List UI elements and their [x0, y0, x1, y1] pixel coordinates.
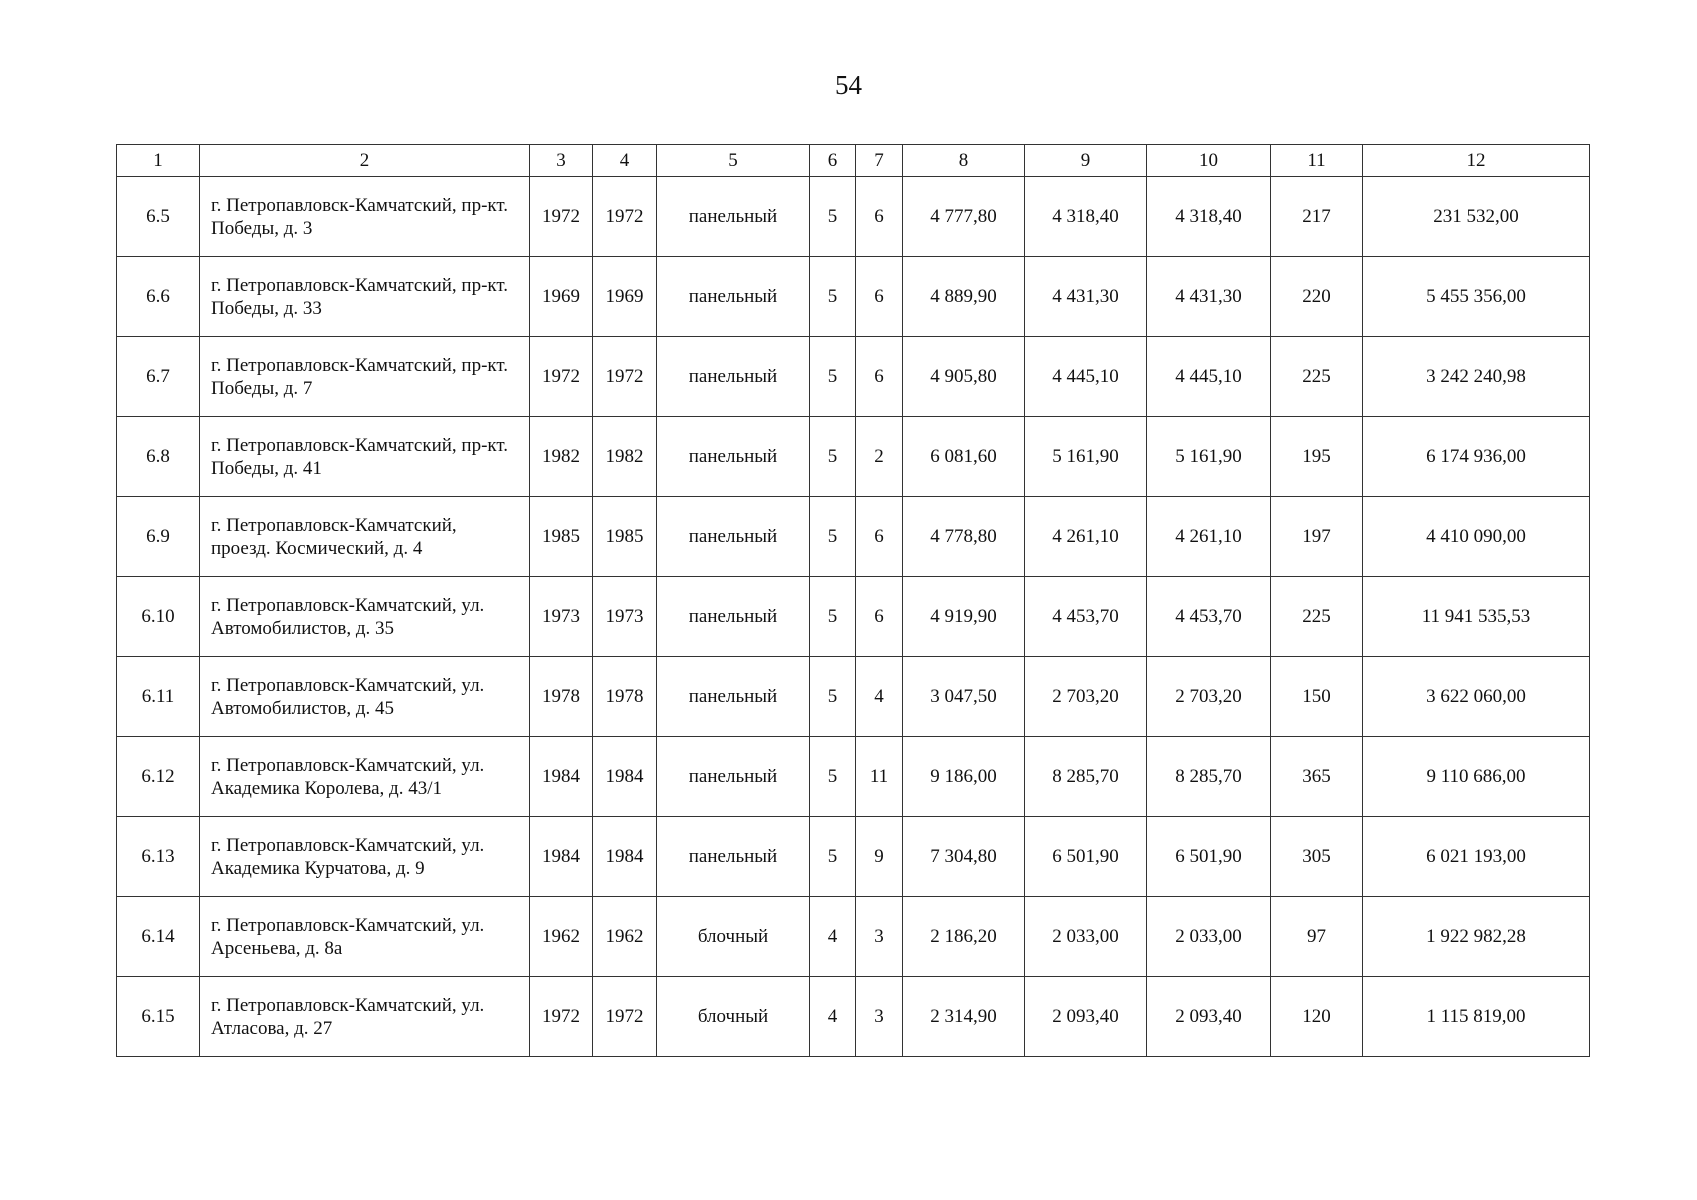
column-header-1: 1	[117, 145, 200, 177]
table-body	[117, 177, 1590, 1057]
table-cell-col-4: 1982	[593, 417, 657, 497]
table-row	[117, 257, 1590, 337]
table-cell-col-7: 6	[856, 497, 903, 577]
table-cell-col-7: 6	[856, 177, 903, 257]
table-cell-col-5: панельный	[657, 657, 810, 737]
table-cell-col-10: 2 703,20	[1147, 657, 1271, 737]
table-cell-col-3: 1962	[530, 897, 593, 977]
address-cell: г. Петропавловск-Камчатский, ул. Автомобилистов, д. 45	[200, 657, 530, 737]
table-cell-col-9: 4 445,10	[1025, 337, 1147, 417]
table-cell-col-12: 6 021 193,00	[1363, 817, 1590, 897]
table-cell-col-9: 8 285,70	[1025, 737, 1147, 817]
table-cell-col-4: 1985	[593, 497, 657, 577]
column-header-5: 5	[657, 145, 810, 177]
table-cell-col-6: 4	[810, 977, 856, 1057]
table-cell-col-10: 4 431,30	[1147, 257, 1271, 337]
column-header-3: 3	[530, 145, 593, 177]
address-cell: г. Петропавловск-Камчатский, пр-кт. Победы, д. 33	[200, 257, 530, 337]
table-cell-col-6: 5	[810, 817, 856, 897]
table-cell-col-3: 1972	[530, 337, 593, 417]
table-cell-col-1: 6.13	[117, 817, 200, 897]
table-cell-col-1: 6.10	[117, 577, 200, 657]
table-cell-col-10: 4 445,10	[1147, 337, 1271, 417]
table-cell-col-11: 365	[1271, 737, 1363, 817]
table-cell-col-3: 1984	[530, 737, 593, 817]
table-row	[117, 177, 1590, 257]
table-cell-col-6: 5	[810, 177, 856, 257]
table-cell-col-3: 1984	[530, 817, 593, 897]
table-cell-col-4: 1984	[593, 817, 657, 897]
table-cell-col-9: 2 093,40	[1025, 977, 1147, 1057]
table-row	[117, 417, 1590, 497]
table-cell-col-10: 4 318,40	[1147, 177, 1271, 257]
address-cell: г. Петропавловск-Камчатский, пр-кт. Победы, д. 3	[200, 177, 530, 257]
table-cell-col-8: 2 314,90	[903, 977, 1025, 1057]
table-cell-col-4: 1972	[593, 337, 657, 417]
table-cell-col-8: 3 047,50	[903, 657, 1025, 737]
table-cell-col-10: 2 093,40	[1147, 977, 1271, 1057]
table-cell-col-3: 1978	[530, 657, 593, 737]
table-cell-col-10: 4 453,70	[1147, 577, 1271, 657]
table-cell-col-12: 231 532,00	[1363, 177, 1590, 257]
table-cell-col-1: 6.8	[117, 417, 200, 497]
table-cell-col-3: 1973	[530, 577, 593, 657]
table-cell-col-6: 5	[810, 257, 856, 337]
table-row	[117, 817, 1590, 897]
table-cell-col-5: блочный	[657, 897, 810, 977]
table-cell-col-9: 4 261,10	[1025, 497, 1147, 577]
table-cell-col-8: 2 186,20	[903, 897, 1025, 977]
table-cell-col-9: 6 501,90	[1025, 817, 1147, 897]
table-cell-col-9: 2 033,00	[1025, 897, 1147, 977]
table-cell-col-9: 4 431,30	[1025, 257, 1147, 337]
table-cell-col-5: панельный	[657, 417, 810, 497]
table-cell-col-1: 6.12	[117, 737, 200, 817]
table-cell-col-4: 1973	[593, 577, 657, 657]
table-cell-col-5: панельный	[657, 817, 810, 897]
table-cell-col-6: 5	[810, 417, 856, 497]
table-cell-col-4: 1984	[593, 737, 657, 817]
table-cell-col-12: 4 410 090,00	[1363, 497, 1590, 577]
table-cell-col-5: панельный	[657, 337, 810, 417]
table-cell-col-4: 1972	[593, 977, 657, 1057]
table-cell-col-3: 1972	[530, 177, 593, 257]
table-cell-col-8: 9 186,00	[903, 737, 1025, 817]
table-cell-col-5: панельный	[657, 737, 810, 817]
address-cell: г. Петропавловск-Камчатский, проезд. Космический, д. 4	[200, 497, 530, 577]
table-cell-col-1: 6.9	[117, 497, 200, 577]
table-cell-col-6: 5	[810, 657, 856, 737]
table-cell-col-7: 6	[856, 257, 903, 337]
header-row	[117, 145, 1590, 177]
table-cell-col-12: 1 115 819,00	[1363, 977, 1590, 1057]
address-cell: г. Петропавловск-Камчатский, ул. Академика Королева, д. 43/1	[200, 737, 530, 817]
table-cell-col-5: панельный	[657, 177, 810, 257]
table-row	[117, 897, 1590, 977]
table-cell-col-10: 2 033,00	[1147, 897, 1271, 977]
table-cell-col-5: блочный	[657, 977, 810, 1057]
table-cell-col-5: панельный	[657, 497, 810, 577]
table-cell-col-12: 3 622 060,00	[1363, 657, 1590, 737]
table-cell-col-11: 150	[1271, 657, 1363, 737]
table-cell-col-7: 3	[856, 897, 903, 977]
table-cell-col-4: 1972	[593, 177, 657, 257]
table-cell-col-11: 220	[1271, 257, 1363, 337]
table-cell-col-3: 1985	[530, 497, 593, 577]
address-cell: г. Петропавловск-Камчатский, ул. Автомобилистов, д. 35	[200, 577, 530, 657]
housing-registry-table	[116, 144, 1590, 1057]
column-header-8: 8	[903, 145, 1025, 177]
table-row	[117, 657, 1590, 737]
column-header-6: 6	[810, 145, 856, 177]
table-cell-col-7: 4	[856, 657, 903, 737]
table-cell-col-11: 195	[1271, 417, 1363, 497]
table-cell-col-12: 6 174 936,00	[1363, 417, 1590, 497]
table-cell-col-9: 4 318,40	[1025, 177, 1147, 257]
table-cell-col-8: 7 304,80	[903, 817, 1025, 897]
table-cell-col-7: 9	[856, 817, 903, 897]
table-cell-col-1: 6.15	[117, 977, 200, 1057]
table-cell-col-7: 6	[856, 337, 903, 417]
table-cell-col-9: 5 161,90	[1025, 417, 1147, 497]
table-cell-col-10: 4 261,10	[1147, 497, 1271, 577]
table-cell-col-12: 1 922 982,28	[1363, 897, 1590, 977]
table-cell-col-11: 120	[1271, 977, 1363, 1057]
table-cell-col-7: 6	[856, 577, 903, 657]
table-cell-col-10: 8 285,70	[1147, 737, 1271, 817]
table-cell-col-10: 5 161,90	[1147, 417, 1271, 497]
table-cell-col-11: 197	[1271, 497, 1363, 577]
table-cell-col-7: 2	[856, 417, 903, 497]
column-header-2: 2	[200, 145, 530, 177]
table-row	[117, 497, 1590, 577]
table-cell-col-1: 6.11	[117, 657, 200, 737]
page-number: 54	[835, 70, 862, 100]
table-cell-col-3: 1969	[530, 257, 593, 337]
table-cell-col-12: 5 455 356,00	[1363, 257, 1590, 337]
table-cell-col-10: 6 501,90	[1147, 817, 1271, 897]
address-cell: г. Петропавловск-Камчатский, ул. Академика Курчатова, д. 9	[200, 817, 530, 897]
table-cell-col-6: 5	[810, 577, 856, 657]
table-cell-col-6: 5	[810, 497, 856, 577]
table-cell-col-8: 4 778,80	[903, 497, 1025, 577]
column-header-9: 9	[1025, 145, 1147, 177]
table-row	[117, 977, 1590, 1057]
table-cell-col-12: 11 941 535,53	[1363, 577, 1590, 657]
column-header-11: 11	[1271, 145, 1363, 177]
column-header-12: 12	[1363, 145, 1590, 177]
table-cell-col-3: 1972	[530, 977, 593, 1057]
table-cell-col-11: 225	[1271, 337, 1363, 417]
table-cell-col-8: 4 905,80	[903, 337, 1025, 417]
table-cell-col-12: 3 242 240,98	[1363, 337, 1590, 417]
address-cell: г. Петропавловск-Камчатский, ул. Арсеньева, д. 8а	[200, 897, 530, 977]
table-cell-col-3: 1982	[530, 417, 593, 497]
table-cell-col-8: 4 777,80	[903, 177, 1025, 257]
table-cell-col-5: панельный	[657, 257, 810, 337]
table-cell-col-11: 225	[1271, 577, 1363, 657]
table-cell-col-8: 4 919,90	[903, 577, 1025, 657]
table-row	[117, 737, 1590, 817]
column-header-10: 10	[1147, 145, 1271, 177]
table-cell-col-12: 9 110 686,00	[1363, 737, 1590, 817]
table-row	[117, 337, 1590, 417]
table-cell-col-6: 4	[810, 897, 856, 977]
table-cell-col-4: 1962	[593, 897, 657, 977]
table-cell-col-8: 6 081,60	[903, 417, 1025, 497]
address-cell: г. Петропавловск-Камчатский, ул. Атласова, д. 27	[200, 977, 530, 1057]
table-cell-col-11: 97	[1271, 897, 1363, 977]
table-cell-col-1: 6.14	[117, 897, 200, 977]
table-cell-col-9: 4 453,70	[1025, 577, 1147, 657]
table-cell-col-1: 6.7	[117, 337, 200, 417]
column-header-7: 7	[856, 145, 903, 177]
address-cell: г. Петропавловск-Камчатский, пр-кт. Победы, д. 7	[200, 337, 530, 417]
table-cell-col-6: 5	[810, 337, 856, 417]
table-cell-col-7: 3	[856, 977, 903, 1057]
table-cell-col-7: 11	[856, 737, 903, 817]
table-cell-col-4: 1969	[593, 257, 657, 337]
table-cell-col-1: 6.6	[117, 257, 200, 337]
table-cell-col-6: 5	[810, 737, 856, 817]
table-row	[117, 577, 1590, 657]
table-cell-col-5: панельный	[657, 577, 810, 657]
column-header-4: 4	[593, 145, 657, 177]
table-cell-col-4: 1978	[593, 657, 657, 737]
address-cell: г. Петропавловск-Камчатский, пр-кт. Победы, д. 41	[200, 417, 530, 497]
table-cell-col-11: 305	[1271, 817, 1363, 897]
table-cell-col-1: 6.5	[117, 177, 200, 257]
table-header	[117, 145, 1590, 177]
table-cell-col-11: 217	[1271, 177, 1363, 257]
table-cell-col-9: 2 703,20	[1025, 657, 1147, 737]
table-cell-col-8: 4 889,90	[903, 257, 1025, 337]
